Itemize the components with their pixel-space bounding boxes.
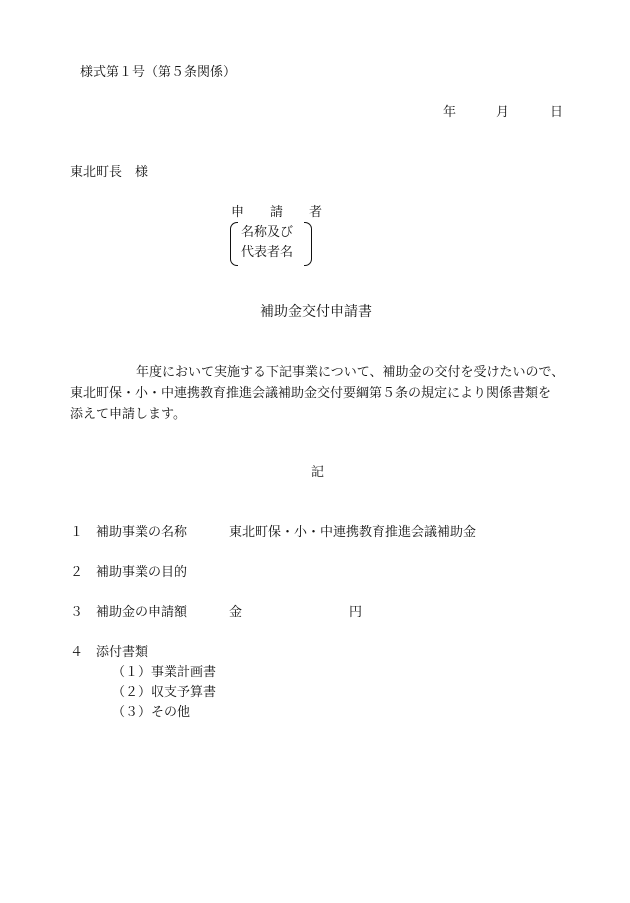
attachment-3: （３）その他 (112, 705, 191, 720)
item-3-label: 補助金の申請額 (96, 605, 188, 620)
item-4-label: 添付書類 (96, 645, 149, 660)
date-month: 月 (496, 105, 510, 120)
applicant-name-block (230, 222, 312, 266)
date-day: 日 (550, 105, 564, 120)
applicant-label: 申 請 者 (231, 205, 323, 220)
applicant-line2: 代表者名 (241, 245, 294, 260)
addressee: 東北町長 様 (70, 165, 149, 180)
body-line-2: 東北町保・小・中連携教育推進会議補助金交付要綱第５条の規定により関係書類を (70, 386, 552, 401)
date-year: 年 (443, 105, 457, 120)
body-line-1 (70, 362, 575, 383)
body-paragraph (70, 362, 575, 425)
form-label: 様式第１号（第５条関係） (80, 65, 237, 80)
item-1-value: 東北町保・小・中連携教育推進会議補助金 (229, 525, 477, 540)
right-bracket (304, 222, 312, 266)
item-1-label: 補助事業の名称 (96, 525, 188, 540)
item-3-prefix: 金 (229, 605, 243, 620)
attachment-2: （２）収支予算書 (112, 685, 217, 700)
body-line-1-text: 年度において実施する下記事業について、補助金の交付を受けたいので、 (136, 365, 565, 380)
left-bracket (230, 222, 238, 266)
item-3-number: ３ (70, 605, 84, 620)
item-2-label: 補助事業の目的 (96, 565, 188, 580)
attachment-1: （１）事業計画書 (112, 665, 217, 680)
item-1-number: １ (70, 525, 84, 540)
body-line-3: 添えて申請します。 (70, 407, 186, 422)
item-4-number: ４ (70, 645, 84, 660)
ki-heading: 記 (311, 465, 325, 480)
document-title: 補助金交付申請書 (260, 304, 372, 320)
item-2-number: ２ (70, 565, 84, 580)
applicant-line1: 名称及び (241, 225, 294, 240)
item-3-suffix: 円 (349, 605, 363, 620)
